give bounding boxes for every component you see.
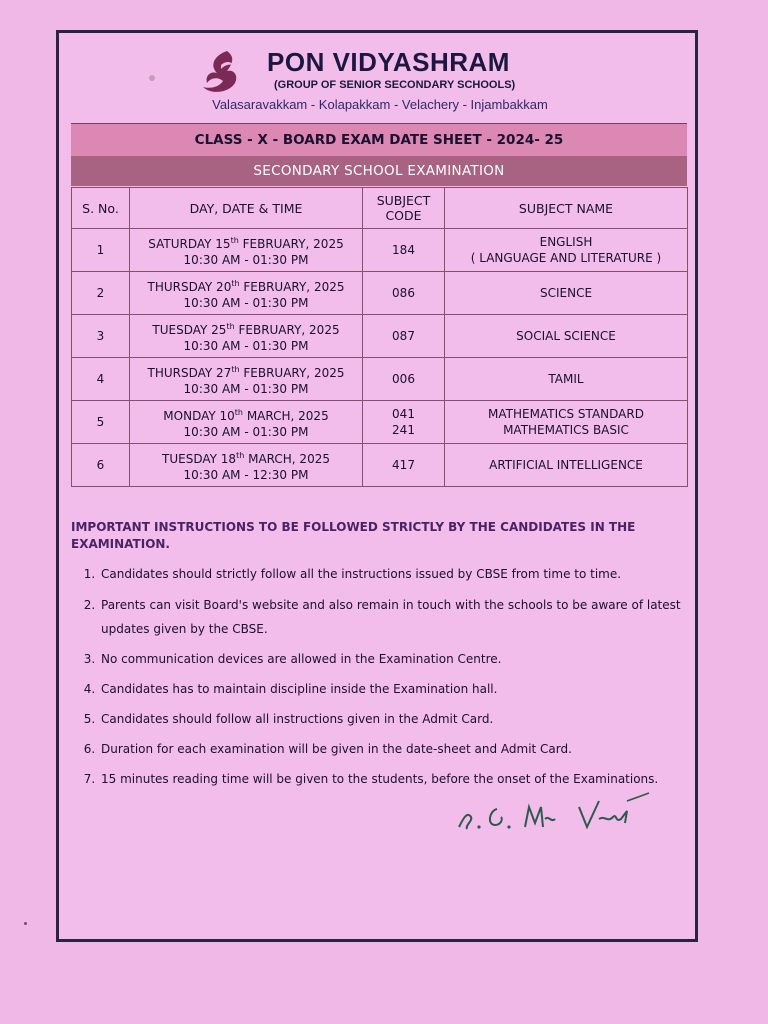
exam-time: 10:30 AM - 01:30 PM [183, 381, 309, 396]
instruction-item: 1. Candidates should strictly follow all the instructions issued by CBSE from time to time. [99, 563, 699, 586]
row-sno: 1 [72, 229, 130, 272]
exam-month-year: FEBRUARY, 2025 [238, 236, 344, 251]
ordinal-suffix: th [226, 321, 235, 331]
row-code [363, 401, 445, 444]
ordinal-suffix: th [234, 407, 244, 417]
subject-name: SOCIAL SCIENCE [516, 329, 616, 343]
subject-name: ENGLISH [539, 235, 593, 249]
row-date [130, 272, 363, 315]
subject-name-2: MATHEMATICS BASIC [503, 423, 629, 437]
row-sno: 2 [72, 272, 130, 315]
exam-day: SATURDAY 15 [148, 236, 231, 251]
exam-day: THURSDAY 20 [147, 279, 232, 294]
row-date [130, 358, 363, 401]
exam-month-year: FEBRUARY, 2025 [234, 322, 340, 337]
table-row [72, 229, 688, 272]
subject-code-2: 241 [392, 423, 415, 437]
row-date [130, 229, 363, 272]
row-subject [445, 272, 688, 315]
table-header-row [72, 188, 688, 229]
row-sno: 5 [72, 401, 130, 444]
instruction-item: 4. Candidates has to maintain discipline inside the Examination hall. [99, 678, 699, 701]
row-code [363, 272, 445, 315]
row-subject [445, 401, 688, 444]
row-subject [445, 358, 688, 401]
ordinal-suffix: th [230, 235, 239, 245]
subject-name: MATHEMATICS STANDARD [488, 407, 644, 421]
table-row [72, 315, 688, 358]
row-code [363, 358, 445, 401]
row-sno: 3 [72, 315, 130, 358]
header-date: DAY, DATE & TIME [130, 188, 363, 229]
row-subject [445, 315, 688, 358]
exam-month-year: FEBRUARY, 2025 [239, 279, 345, 294]
header-code [363, 188, 445, 229]
subject-code: 006 [392, 372, 415, 386]
row-sno: 6 [72, 444, 130, 487]
document-frame [56, 30, 698, 942]
exam-time: 10:30 AM - 01:30 PM [183, 295, 309, 310]
table-row [72, 401, 688, 444]
exam-day: TUESDAY 18 [162, 451, 237, 466]
exam-time: 10:30 AM - 01:30 PM [183, 252, 309, 267]
subject-name: SCIENCE [539, 286, 593, 300]
instruction-item: 6. Duration for each examination will be given in the date-sheet and Admit Card. [99, 738, 699, 761]
subject-code: 086 [392, 286, 415, 300]
row-subject [445, 229, 688, 272]
subject-code: 041 [392, 407, 415, 421]
row-date [130, 444, 363, 487]
row-date [130, 401, 363, 444]
instructions-heading: IMPORTANT INSTRUCTIONS TO BE FOLLOWED STRICTLY BY THE CANDIDATES IN THE EXAMINATION. [71, 520, 636, 551]
header-sno: S. No. [72, 188, 130, 229]
subject-name-2: ( LANGUAGE AND LITERATURE ) [470, 251, 662, 265]
school-header [59, 33, 695, 121]
table-row [72, 444, 688, 487]
exam-date-table [71, 187, 688, 487]
exam-month-year: MARCH, 2025 [243, 408, 329, 423]
instructions-list [77, 563, 699, 798]
exam-time: 10:30 AM - 01:30 PM [183, 424, 309, 439]
table-body [72, 229, 688, 487]
exam-day: MONDAY 10 [163, 408, 235, 423]
exam-month-year: MARCH, 2025 [244, 451, 330, 466]
school-name: PON VIDYASHRAM [267, 47, 510, 77]
branch-list: Valasaravakkam - Kolapakkam - Velachery - Injambakkam [212, 97, 548, 112]
header-code-line1: SUBJECT [376, 193, 431, 208]
instruction-item: 7. 15 minutes reading time will be given to the students, before the onset of the Examinations. [99, 768, 699, 791]
row-code [363, 444, 445, 487]
exam-time: 10:30 AM - 01:30 PM [183, 338, 309, 353]
principal-signature [449, 789, 669, 839]
speck-mark [24, 922, 27, 925]
subject-code: 417 [392, 458, 415, 472]
row-sno: 4 [72, 358, 130, 401]
row-code [363, 229, 445, 272]
ordinal-suffix: th [231, 278, 240, 288]
exam-time: 10:30 AM - 12:30 PM [183, 467, 309, 482]
ordinal-suffix: th [231, 364, 240, 374]
exam-day: THURSDAY 27 [147, 365, 232, 380]
exam-month-year: FEBRUARY, 2025 [239, 365, 345, 380]
header-code-line2: CODE [385, 208, 422, 223]
flame-leaf-logo-icon [197, 47, 245, 97]
table-row [72, 272, 688, 315]
subject-name: TAMIL [548, 372, 584, 386]
date-sheet-title: CLASS - X - BOARD EXAM DATE SHEET - 2024- 25 [71, 123, 687, 157]
exam-type-bar: SECONDARY SCHOOL EXAMINATION [71, 156, 687, 186]
header-name: SUBJECT NAME [445, 188, 688, 229]
row-code [363, 315, 445, 358]
subject-name: ARTIFICIAL INTELLIGENCE [489, 458, 643, 472]
instruction-item: 5. Candidates should follow all instructions given in the Admit Card. [99, 708, 699, 731]
table-row [72, 358, 688, 401]
exam-day: TUESDAY 25 [152, 322, 227, 337]
row-subject [445, 444, 688, 487]
ordinal-suffix: th [236, 450, 245, 460]
school-subtitle: (GROUP OF SENIOR SECONDARY SCHOOLS) [274, 79, 516, 91]
subject-code: 184 [392, 243, 415, 257]
instruction-item: 3. No communication devices are allowed in the Examination Centre. [99, 648, 699, 671]
row-date [130, 315, 363, 358]
subject-code: 087 [392, 329, 415, 343]
instruction-item: 2. Parents can visit Board's website and also remain in touch with the schools to be aware of latest updates given by the CBSE. [99, 593, 699, 641]
